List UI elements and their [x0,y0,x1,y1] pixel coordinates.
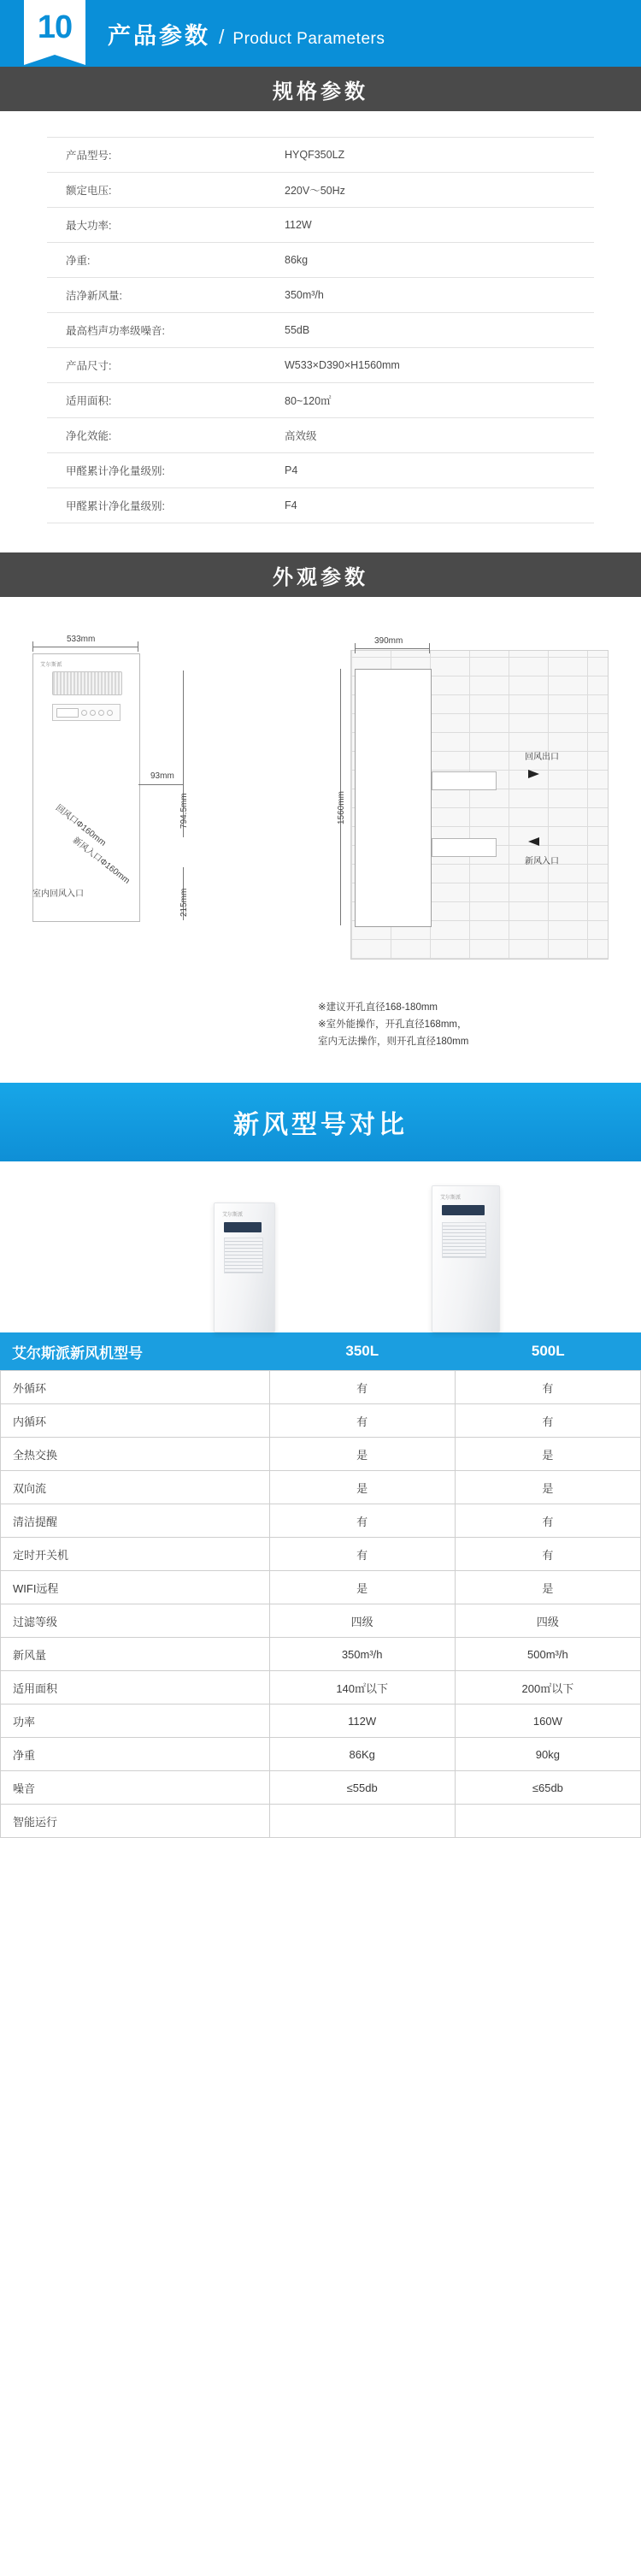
table-row [47,383,594,418]
table-row [1,1404,641,1438]
spec-value: 80~120㎡ [285,395,332,407]
spec-value: F4 [285,499,297,511]
spec-key: 净化效能: [66,430,112,442]
compare-col-model: 艾尔斯派新风机型号 [12,1344,143,1362]
appearance-section-heading: 外观参数 [0,552,641,597]
dim-return-port: 回风口Φ160mm [53,803,108,848]
table-row [1,1638,641,1671]
compare-value-350l: 是 [269,1438,455,1471]
compare-value-500l: 四级 [455,1604,640,1638]
compare-value-500l: 是 [455,1438,640,1471]
compare-value-500l: 90kg [455,1738,640,1771]
compare-value-350l: 是 [269,1571,455,1604]
compare-row-label: 全热交换 [1,1438,270,1471]
compare-row-label: 定时开关机 [1,1538,270,1571]
unit-grille [52,671,122,695]
inlet-arrow-icon [528,837,539,846]
product-vent [442,1222,486,1258]
banner-separator: / [219,25,225,48]
unit-button-icon [81,710,87,716]
note-line: 室内无法操作，则开孔直径180mm [318,1037,469,1048]
outlet-arrow-icon [528,770,539,778]
unit-button-icon [107,710,113,716]
unit-control-panel [52,704,121,721]
spec-value: 高效级 [285,430,317,442]
compare-value-350l: 有 [269,1504,455,1538]
compare-value-500l: ≤65db [455,1771,640,1805]
spec-section-heading: 规格参数 [0,67,641,111]
compare-value-350l: 86Kg [269,1738,455,1771]
dim-width-top: 533mm [67,635,96,644]
dim-tick [355,643,356,653]
product-brand-logo: 艾尔斯派 [222,1213,244,1219]
table-row [47,173,594,208]
table-row [47,348,594,383]
dim-height-right: 1560mm [337,791,346,824]
table-row [47,278,594,313]
unit-display [56,708,79,718]
compare-value-500l: 是 [455,1471,640,1504]
compare-value-500l: 500m³/h [455,1638,640,1671]
compare-row-label: 新风量 [1,1638,270,1671]
dim-line-depth [138,784,183,785]
compare-value-350l: 有 [269,1404,455,1438]
compare-row-label: WIFI远程 [1,1571,270,1604]
unit-side-view [355,669,432,927]
dim-fresh-port: 新风入口Φ160mm [70,836,132,886]
compare-value-500l [455,1805,640,1838]
table-row [1,1438,641,1471]
dim-depth-top: 390mm [374,636,403,646]
table-row [1,1538,641,1571]
dim-mid-height: 794.5mm [179,793,189,829]
table-row [1,1371,641,1404]
compare-table-header [0,1332,641,1370]
outlet-label: 回风出口 [525,753,559,762]
compare-value-500l: 有 [455,1538,640,1571]
compare-value-350l: 是 [269,1471,455,1504]
spec-key: 净重: [66,255,91,267]
compare-row-label: 智能运行 [1,1805,270,1838]
unit-button-icon [98,710,104,716]
spec-value: 55dB [285,324,310,336]
compare-value-500l: 有 [455,1371,640,1404]
product-photo-500l [432,1185,500,1332]
banner-title-group [108,17,385,50]
compare-col-350l: 350L [345,1343,379,1360]
dim-line-depth-top [355,648,430,649]
table-row [1,1705,641,1738]
note-line: ※室外能操作，开孔直径168mm， [318,1019,468,1031]
spec-key: 适用面积: [66,395,112,407]
compare-value-500l: 有 [455,1404,640,1438]
section-banner [0,0,641,67]
spec-key: 产品尺寸: [66,360,112,372]
spec-key: 洁净新风量: [66,290,122,302]
compare-row-label: 噪音 [1,1771,270,1805]
table-row [1,1571,641,1604]
compare-value-350l: 350m³/h [269,1638,455,1671]
compare-value-500l: 有 [455,1504,640,1538]
compare-row-label: 净重 [1,1738,270,1771]
spec-value: P4 [285,464,298,476]
spec-value: 350m³/h [285,289,324,301]
spec-value: 86kg [285,254,309,266]
spec-key: 最大功率: [66,220,112,232]
table-row [47,313,594,348]
product-brand-logo: 艾尔斯派 [440,1196,462,1202]
compare-row-label: 双向流 [1,1471,270,1504]
table-row [47,138,594,173]
appearance-notes [0,996,641,1074]
section-number: 10 [24,0,85,55]
compare-value-350l: 140㎡以下 [269,1671,455,1705]
appearance-diagram-section [0,597,641,1083]
dim-depth-left: 93mm [150,771,174,781]
product-vent [224,1238,263,1273]
dim-tick [429,643,430,653]
table-row [47,453,594,488]
wall-shelf-upper [432,771,497,790]
spec-table [47,137,594,523]
compare-value-500l: 160W [455,1705,640,1738]
compare-row-label: 内循环 [1,1404,270,1438]
unit-brand-logo: 艾尔斯派 [40,663,63,668]
spec-value: W533×D390×H1560mm [285,359,400,371]
table-row [1,1604,641,1638]
section-number-badge [24,0,85,65]
compare-row-label: 功率 [1,1705,270,1738]
table-row [47,208,594,243]
table-row [1,1471,641,1504]
spec-key: 额定电压: [66,185,112,197]
table-row [1,1738,641,1771]
table-row [47,418,594,453]
spec-key: 最高档声功率级噪音: [66,325,165,337]
table-row [1,1771,641,1805]
spec-key: 产品型号: [66,150,112,162]
compare-value-500l: 是 [455,1571,640,1604]
dim-bottom-height: 215mm [179,888,189,917]
compare-value-350l: 112W [269,1705,455,1738]
wall-shelf-lower [432,838,497,857]
inlet-label: 新风入口 [525,857,559,866]
table-row [1,1671,641,1705]
unit-button-icon [90,710,96,716]
banner-title-en: Product Parameters [232,29,385,48]
spec-key: 甲醛累计净化量级别: [66,465,165,477]
table-row [1,1805,641,1838]
spec-value: 112W [285,219,312,231]
compare-table [0,1370,641,1838]
compare-row-label: 适用面积 [1,1671,270,1705]
product-photo-group [0,1161,641,1332]
dim-tick [32,641,33,652]
banner-title-cn: 产品参数 [108,22,210,49]
compare-row-label: 外循环 [1,1371,270,1404]
spec-value: 220V～50Hz [285,185,345,197]
appearance-diagram [0,619,641,996]
compare-value-350l: ≤55db [269,1771,455,1805]
compare-value-350l: 四级 [269,1604,455,1638]
compare-section-heading: 新风型号对比 [0,1083,641,1161]
product-photo-350l [214,1202,275,1332]
product-display [224,1222,262,1232]
table-row [47,243,594,278]
compare-value-500l: 200㎡以下 [455,1671,640,1705]
compare-value-350l: 有 [269,1538,455,1571]
compare-value-350l [269,1805,455,1838]
compare-row-label: 过滤等级 [1,1604,270,1638]
spec-key: 甲醛累计净化量级别: [66,500,165,512]
table-row [47,488,594,523]
product-display [442,1205,485,1215]
section-number-tail [24,55,85,65]
compare-col-500l: 500L [531,1343,565,1360]
table-row [1,1504,641,1538]
compare-value-350l: 有 [269,1371,455,1404]
spec-table-wrap [0,111,641,552]
spec-value: HYQF350LZ [285,149,345,161]
compare-row-label: 清洁提醒 [1,1504,270,1538]
note-line: ※建议开孔直径168-180mm [318,1002,438,1013]
indoor-return-inlet-label: 室内回风入口 [32,889,84,899]
